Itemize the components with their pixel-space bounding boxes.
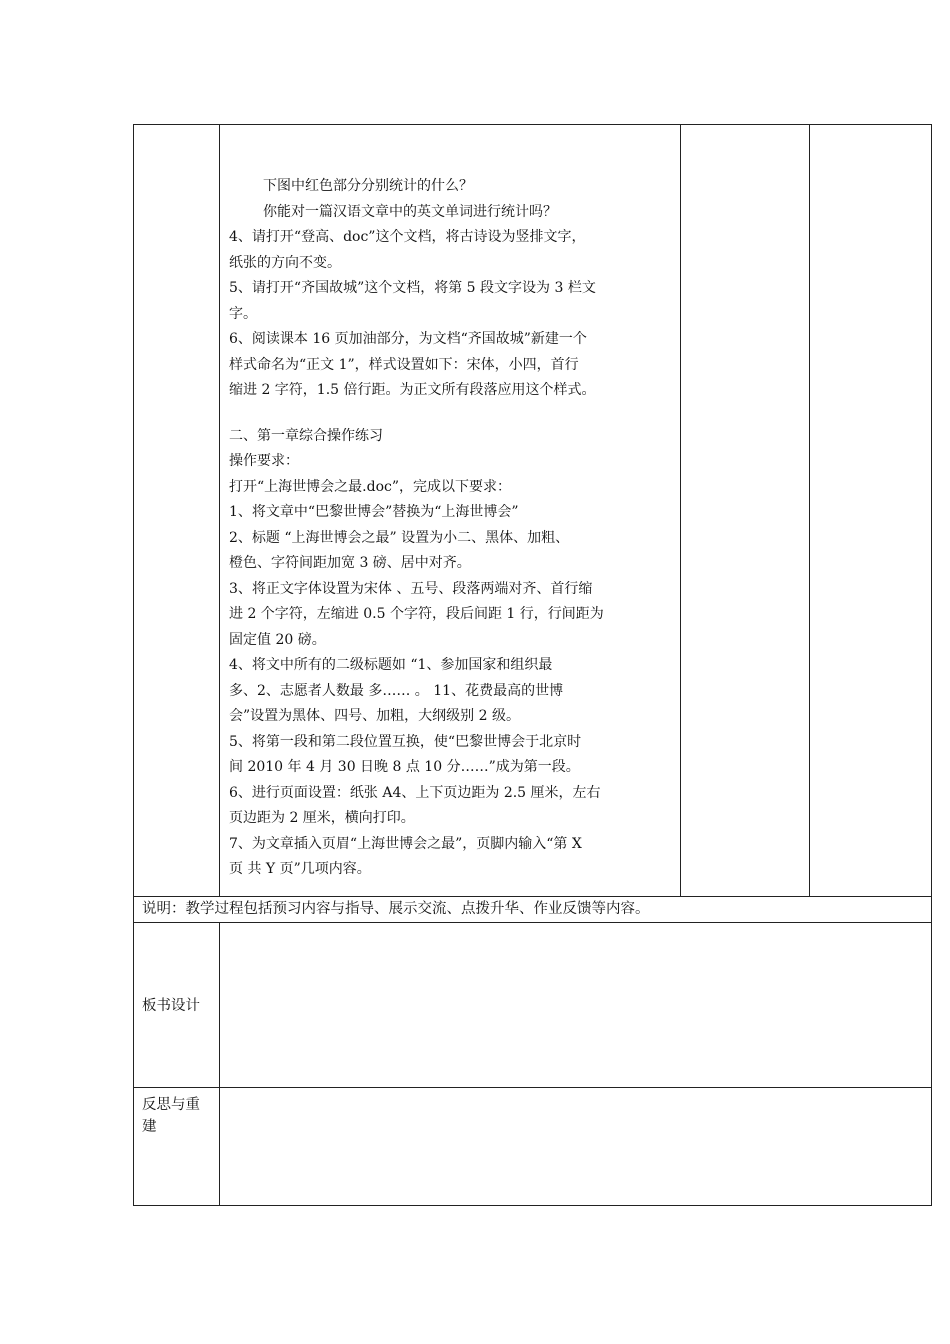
column-divider-1-top [219, 124, 220, 896]
content-text [229, 174, 604, 883]
reflection-label: 反思与重建 [142, 1097, 200, 1135]
table-bottom-border [133, 1205, 932, 1206]
paragraph-gap [229, 404, 604, 424]
content-line: 橙色、字符间距加宽 3 磅、居中对齐。 [229, 555, 471, 571]
content-line: 下图中红色部分分别统计的什么？ [263, 178, 473, 194]
content-line: 缩进 2 字符，1.5 倍行距。为正文所有段落应用这个样式。 [229, 382, 596, 398]
content-line: 纸张的方向不变。 [229, 254, 341, 271]
content-line: 页边距为 2 厘米，横向打印。 [229, 810, 415, 826]
content-line: 你能对一篇汉语文章中的英文单词进行统计吗？ [263, 203, 557, 220]
content-line: 4、请打开“登高、doc”这个文档，将古诗设为竖排文字， [229, 229, 586, 245]
content-line: 7、为文章插入页眉“上海世博会之最”，页脚内输入“第 X [229, 835, 582, 852]
note-row-top-border [133, 896, 932, 897]
content-line: 1、将文章中“巴黎世博会”替换为“上海世博会” [229, 504, 519, 520]
content-line: 4、将文中所有的二级标题如 “1、参加国家和组织最 [229, 657, 553, 673]
column-divider-2 [680, 124, 681, 896]
column-divider-1-bottom [219, 922, 220, 1206]
content-line: 进 2 个字符，左缩进 0.5 个字符，段后间距 1 行，行间距为 [229, 606, 604, 622]
table-right-border [931, 124, 932, 1206]
content-line: 操作要求： [229, 453, 299, 469]
section-heading: 二、第一章综合操作练习 [229, 427, 383, 444]
table-left-border [133, 124, 134, 1206]
content-line: 6、阅读课本 16 页加油部分，为文档“齐国故城”新建一个 [229, 331, 587, 347]
reflection-row-top-border [133, 1087, 932, 1088]
content-line: 多、2、志愿者人数最 多…… 。 11、花费最高的世博 [229, 682, 564, 699]
content-line: 页 共 Y 页”几项内容。 [229, 861, 371, 877]
board-row-top-border [133, 922, 932, 923]
table-top-border [133, 124, 932, 125]
content-line: 5、请打开“齐国故城”这个文档，将第 5 段文字设为 3 栏文 [229, 280, 596, 296]
content-line: 2、标题 “上海世博会之最” 设置为小二、黑体、加粗、 [229, 529, 570, 546]
note-text: 说明：教学过程包括预习内容与指导、展示交流、点拨升华、作业反馈等内容。 [142, 901, 650, 917]
content-line: 打开“上海世博会之最.doc”，完成以下要求： [229, 478, 511, 495]
content-line: 间 2010 年 4 月 30 日晚 8 点 10 分……”成为第一段。 [229, 759, 580, 775]
content-line: 3、将正文字体设置为宋体 、五号、段落两端对齐、首行缩 [229, 580, 593, 597]
column-divider-3 [809, 124, 810, 896]
content-line: 5、将第一段和第二段位置互换，使“巴黎世博会于北京时 [229, 733, 582, 750]
content-line: 6、进行页面设置：纸张 A4、上下页边距为 2.5 厘米，左右 [229, 784, 601, 801]
content-line: 样式命名为“正文 1”，样式设置如下：宋体，小四，首行 [229, 356, 579, 373]
content-line: 字。 [229, 305, 257, 322]
board-design-label: 板书设计 [142, 998, 200, 1014]
content-line: 固定值 20 磅。 [229, 631, 326, 648]
content-line: 会”设置为黑体、四号、加粗，大纲级别 2 级。 [229, 708, 520, 724]
